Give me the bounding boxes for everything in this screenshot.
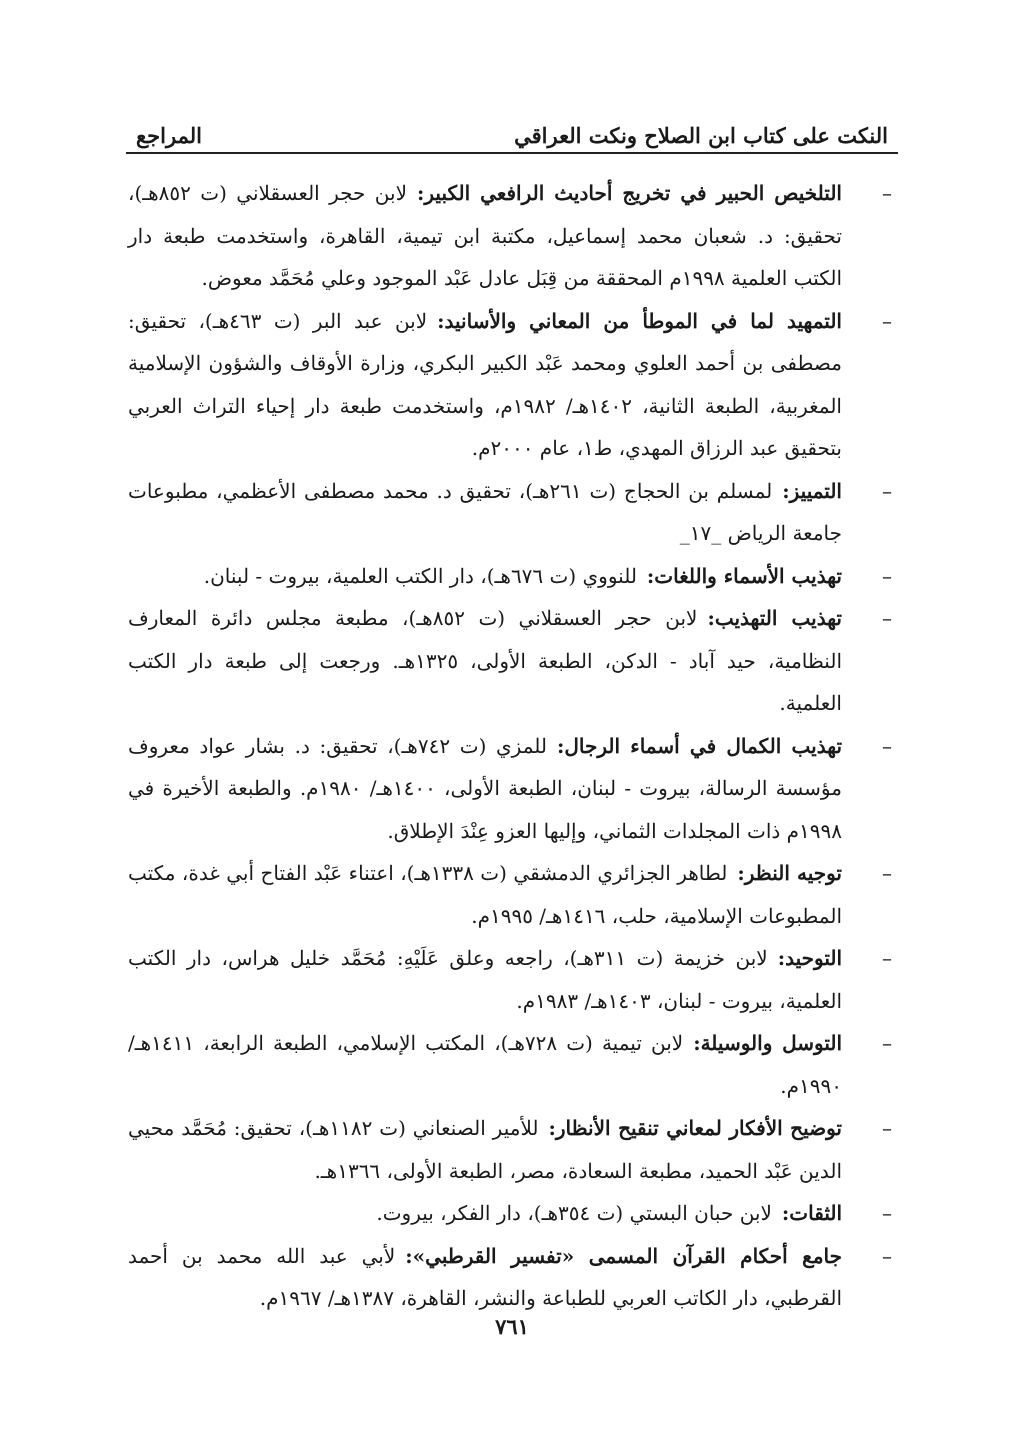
reference-entry — [128, 300, 898, 470]
reference-entry — [128, 555, 898, 598]
reference-body: لابن حجر العسقلاني (ت ٨٥٢هـ)، مطبعة مجلس دائرة المعارف النظامية، حيد آباد - الدكن، الطبعة الأولى، ١٣٢٥هـ. ورجعت إلى طبعة دار الكتب العلمية. — [128, 606, 842, 715]
reference-title: توضيح الأفكار لمعاني تنقيح الأنظار: — [548, 1116, 842, 1140]
reference-body: لطاهر الجزائري الدمشقي (ت ١٣٣٨هـ)، اعتناء عَبْد الفتاح أبي غدة، مكتب المطبوعات الإسلامية، حلب، ١٤١٦هـ/ ١٩٩٥م. — [128, 861, 842, 928]
running-header — [136, 108, 888, 148]
reference-title: التمييز: — [782, 478, 842, 503]
list-dash: – — [882, 861, 892, 885]
reference-title: التوسل والوسيلة: — [693, 1031, 843, 1055]
reference-body: للمزي (ت ٧٤٢هـ)، تحقيق: د. بشار عواد معروف مؤسسة الرسالة، بيروت - لبنان، الطبعة الأولى، ١٤٠٠هـ/ ١٩٨٠م. والطبعة الأخيرة في ١٩٩٨م ذات المجلدات الثماني، وإليها العزو عِنْدَ الإطلاق. — [128, 733, 842, 843]
list-dash: – — [882, 181, 892, 205]
reference-title: تهذيب الأسماء واللغات: — [646, 563, 842, 588]
reference-entry — [128, 470, 898, 555]
reference-title: التمهيد لما في الموطأ من المعاني والأسانيد: — [437, 308, 842, 333]
list-dash: – — [882, 733, 892, 758]
book-title: النكت على كتاب ابن الصلاح ونكت العراقي — [514, 123, 888, 148]
reference-body: لابن حجر العسقلاني (ت ٨٥٢هـ)، تحقيق: د. شعبان محمد إسماعيل، مكتبة ابن تيمية، القاهرة، واستخدمت طبعة دار الكتب العلمية ١٩٩٨م المحققة من قِبَل عادل عَبْد الموجود وعلي مُحَمَّد معوض. — [128, 181, 842, 290]
reference-title: تهذيب الكمال في أسماء الرجال: — [556, 733, 843, 758]
list-dash: – — [882, 1201, 892, 1225]
reference-entry — [128, 725, 898, 853]
reference-entry — [128, 1192, 898, 1235]
references-list — [128, 172, 898, 1320]
list-dash: – — [882, 1243, 892, 1268]
reference-entry — [128, 937, 898, 1022]
list-dash: – — [882, 308, 892, 333]
reference-title: الثقات: — [781, 1201, 842, 1225]
reference-entry — [128, 1235, 898, 1320]
reference-body: لابن تيمية (ت ٧٢٨هـ)، المكتب الإسلامي، الطبعة الرابعة، ١٤١١هـ/ ١٩٩٠م. — [128, 1031, 842, 1098]
section-title: المراجع — [136, 123, 202, 148]
reference-entry — [128, 172, 898, 300]
list-dash: – — [882, 478, 892, 503]
reference-body: لابن خزيمة (ت ٣١١هـ)، راجعه وعلق عَلَيْهِ: مُحَمَّد خليل هراس، دار الكتب العلمية، بيروت - لبنان، ١٤٠٣هـ/ ١٩٨٣م. — [128, 946, 842, 1013]
list-dash: – — [882, 606, 892, 630]
list-dash: – — [882, 1116, 892, 1140]
reference-body: لابن عبد البر (ت ٤٦٣هـ)، تحقيق: مصطفى بن أحمد العلوي ومحمد عَبْد الكبير البكري، وزارة الأوقاف والشؤون الإسلامية المغربية، الطبعة الثانية، ١٤٠٢هـ/ ١٩٨٢م، واستخدمت طبعة دار إحياء التراث العربي بتحقيق عبد الرزاق المهدي، ط١، عام ٢٠٠٠م. — [128, 308, 842, 460]
list-dash: – — [882, 946, 892, 970]
reference-title: التوحيد: — [777, 946, 842, 970]
reference-body: لأبي عبد الله محمد بن أحمد القرطبي، دار الكاتب العربي للطباعة والنشر، القاهرة، ١٣٨٧هـ/ ١٩٦٧م. — [128, 1243, 842, 1310]
list-dash: – — [882, 563, 892, 588]
reference-title: التلخيص الحبير في تخريج أحاديث الرافعي الكبير: — [417, 181, 842, 205]
reference-body: للنووي (ت ٦٧٦هـ)، دار الكتب العلمية، بيروت - لبنان. — [203, 563, 637, 588]
reference-body: للأمير الصنعاني (ت ١١٨٢هـ)، تحقيق: مُحَمَّد محيي الدين عَبْد الحميد، مطبعة السعادة، مصر، الطبعة الأولى، ١٣٦٦هـ. — [128, 1116, 842, 1183]
reference-body: لمسلم بن الحجاج (ت ٢٦١هـ)، تحقيق د. محمد مصطفى الأعظمي، مطبوعات جامعة الرياض _١٧_ — [128, 478, 842, 545]
reference-entry — [128, 1022, 898, 1107]
reference-entry — [128, 597, 898, 725]
reference-title: جامع أحكام القرآن المسمى «تفسير القرطبي»: — [405, 1243, 842, 1268]
reference-title: تهذيب التهذيب: — [707, 606, 842, 630]
reference-entry — [128, 852, 898, 937]
header-divider — [126, 152, 898, 154]
reference-entry — [128, 1107, 898, 1192]
reference-title: توجيه النظر: — [737, 861, 842, 885]
page-number: ٧٦١ — [495, 1314, 529, 1339]
list-dash: – — [882, 1031, 892, 1055]
reference-body: لابن حبان البستي (ت ٣٥٤هـ)، دار الفكر، بيروت. — [376, 1201, 772, 1225]
